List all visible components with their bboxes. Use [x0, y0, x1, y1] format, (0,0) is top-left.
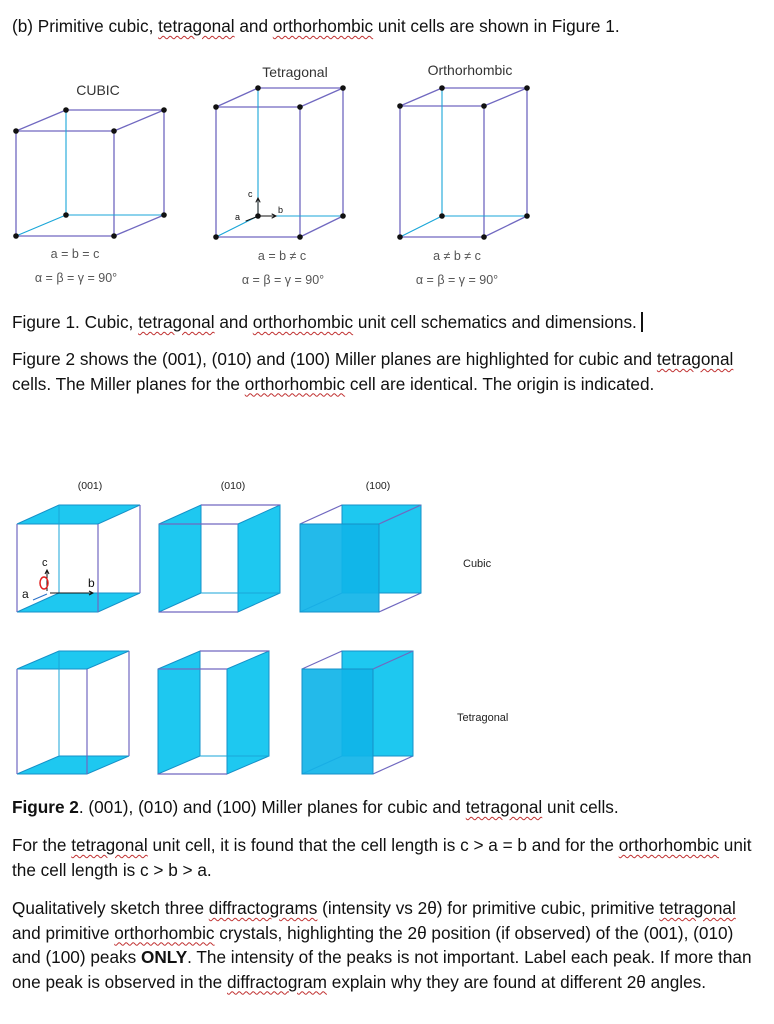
cubic-dims: a = b = c	[50, 247, 100, 261]
cubic-title: CUBIC	[76, 82, 120, 98]
para-word-diffractograms: diffractograms	[208, 898, 318, 918]
caption-text: and	[214, 312, 253, 332]
plane-label-010: (010)	[220, 480, 246, 492]
tetragonal-010-plane	[158, 651, 269, 774]
axis-c-label: c	[42, 557, 48, 569]
caption-bold: Figure 2	[12, 797, 79, 817]
axis-a-label: a	[22, 587, 29, 601]
para-text: Qualitatively sketch three	[12, 898, 209, 918]
axis-a-label: a	[235, 212, 241, 222]
para-text: cell are identical. The origin is indicated.	[345, 373, 655, 394]
para-text: For the	[12, 835, 72, 855]
intro-word-orthorhombic: orthorhombic	[272, 16, 374, 36]
caption-text: Figure 1. Cubic,	[12, 312, 139, 332]
row-label-cubic: Cubic	[463, 558, 492, 570]
para-text: crystals, highlighting the 2θ position (if observed) of the (001), (010) and (100) peaks	[12, 922, 734, 967]
intro-text: (b) Primitive cubic,	[12, 16, 159, 36]
axis-b-label: b	[88, 576, 95, 590]
intro-text: unit cells are shown in Figure 1.	[373, 16, 620, 36]
caption-word-orthorhombic: orthorhombic	[252, 312, 354, 332]
caption-word-tetragonal: tetragonal	[138, 312, 215, 332]
para-text: explain why they are found at different 2θ angles.	[327, 971, 707, 992]
para-word-orthorhombic: orthorhombic	[244, 373, 346, 394]
para-text: and primitive	[12, 922, 115, 943]
para-word-orthorhombic: orthorhombic	[114, 922, 215, 943]
tetragonal-001-plane	[17, 651, 129, 774]
orthorhombic-title: Orthorhombic	[427, 62, 513, 78]
para-text: . The intensity of the peaks is not important. Label each peak. If more than one peak is observed in the	[12, 947, 752, 992]
para-word-tetragonal: tetragonal	[656, 349, 734, 369]
plane-label-100: (100)	[365, 480, 391, 492]
question-paragraph	[12, 896, 764, 994]
orthorhombic-angles: α = β = γ = 90°	[415, 273, 499, 287]
para-word-tetragonal: tetragonal	[659, 898, 736, 918]
para-text: (intensity vs 2θ) for primitive cubic, primitive	[317, 898, 660, 918]
cell-length-paragraph	[12, 833, 764, 882]
para-text: unit cell, it is found that the cell length is c > a = b and for the	[147, 835, 619, 855]
intro-word-tetragonal: tetragonal	[158, 16, 235, 36]
tetragonal-dims: a = b ≠ c	[257, 249, 307, 263]
axis-b-label: b	[278, 205, 284, 215]
para-text: cells. The Miller planes for the	[12, 373, 245, 394]
cubic-100-plane	[300, 505, 421, 612]
caption-text: unit cell schematics and dimensions.	[353, 312, 637, 332]
tetragonal-title: Tetragonal	[262, 64, 328, 80]
cubic-001-plane	[17, 505, 140, 612]
caption-word-tetragonal: tetragonal	[465, 797, 543, 817]
tetragonal-100-plane	[302, 651, 413, 774]
para-text: Figure 2 shows the (001), (010) and (100) Miller planes are highlighted for cubic and	[12, 349, 657, 369]
cubic-010-plane	[159, 505, 280, 612]
para-text: unit the cell length is c > b > a.	[12, 835, 752, 880]
axis-c-label: c	[248, 189, 253, 199]
plane-label-001: (001)	[77, 480, 103, 492]
intro-text: and	[234, 16, 273, 36]
para-word-orthorhombic: orthorhombic	[618, 835, 720, 855]
caption-text: unit cells.	[542, 797, 619, 817]
orthorhombic-dims: a ≠ b ≠ c	[433, 249, 481, 263]
para-word-diffractogram: diffractogram	[227, 971, 327, 992]
row-label-tetragonal: Tetragonal	[457, 712, 509, 724]
emphasis-only: ONLY	[141, 947, 188, 967]
cubic-angles: α = β = γ = 90°	[34, 271, 118, 285]
para-word-tetragonal: tetragonal	[71, 835, 148, 855]
tetragonal-angles: α = β = γ = 90°	[241, 273, 325, 287]
caption-text: . (001), (010) and (100) Miller planes for cubic and	[78, 797, 466, 817]
figure-2-caption	[12, 795, 764, 820]
